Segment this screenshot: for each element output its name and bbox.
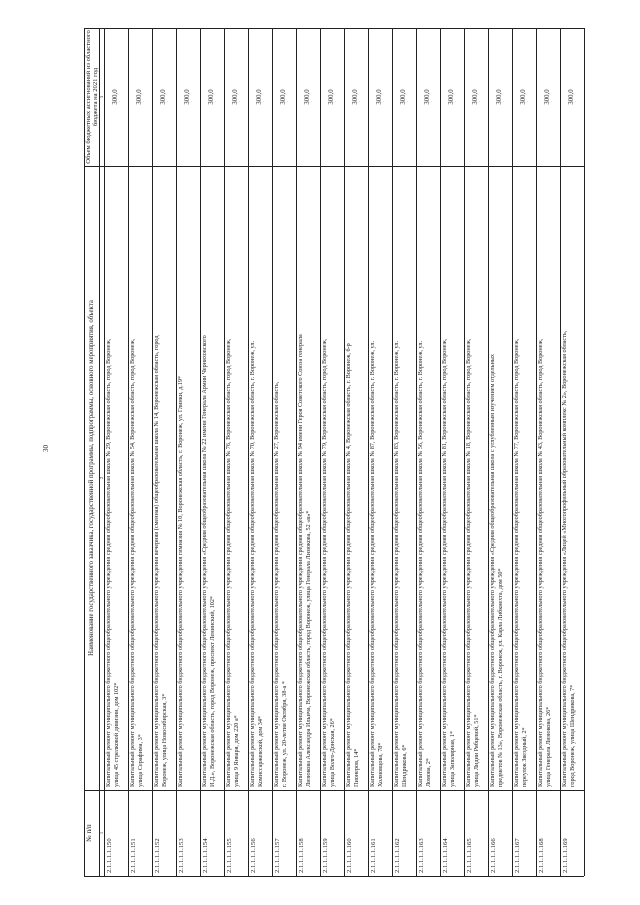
row-name-line2: Пионеров, 14* (352, 748, 360, 787)
row-name-line1: Капитальный ремонт муниципального бюджетного общеобразовательного учреждения средняя общеобразовательная школа № 18, Воронежская область, город Воронеж, (465, 338, 472, 787)
row-name-line2: улица Лидии Рябцевой, 51* (472, 714, 480, 787)
row-number: 2.1.1.1.1.154 (202, 838, 209, 873)
row-number: 2.1.1.1.1.155 (226, 838, 233, 873)
row-name-line1: Капитальный ремонт муниципального бюджетного общеобразовательного учреждения средняя общеобразовательная школа № 83, Воронежская область, г. Воронеж, ул. (393, 340, 400, 787)
row-name-line2: Комиссаржевской, дом 34* (256, 715, 264, 787)
row-amount: 300,0 (184, 89, 191, 105)
header-amount: Объем бюджетных ассигнований из областного бюджета на 2021 год (84, 30, 99, 164)
row-number: 2.1.1.1.1.151 (130, 838, 137, 873)
row-name-line1: Капитальный ремонт муниципального бюджетного общеобразовательного учреждения средняя общеобразовательная школа № 81, Воронежская область, город Воронеж, (441, 338, 448, 787)
row-number: 2.1.1.1.1.152 (154, 838, 161, 873)
page-number: 30 (42, 445, 50, 452)
row-number: 2.1.1.1.1.160 (346, 838, 353, 873)
row-amount: 300,0 (352, 89, 359, 105)
row-name-line1: Капитальный ремонт муниципального бюджетного общеобразовательного учреждения вечерняя (сменная) общеобразовательная школа № 14, Воронежская область, город (153, 335, 160, 787)
row-number: 2.1.1.1.1.153 (178, 838, 185, 873)
header-number: № п/п (86, 824, 93, 842)
row-name-line2: г. Воронеж, ул. 20-летия Октября, 38-а * (280, 681, 288, 787)
row-number: 2.1.1.1.1.168 (538, 838, 545, 873)
row-number: 2.1.1.1.1.164 (442, 838, 449, 873)
row-name-line2: Лизюкова Александра Ильича, Воронежская область, город Воронеж, улица Генерала Лизюкова, 52 «в»* (304, 510, 312, 787)
header-index-2: 2 (99, 476, 104, 480)
row-number: 2.1.1.1.1.169 (562, 838, 569, 873)
row-number: 2.1.1.1.1.165 (466, 838, 473, 873)
row-name-line2: улица Серафима, 3* (136, 734, 144, 787)
row-number: 2.1.1.1.1.158 (298, 838, 305, 873)
row-amount: 300,0 (160, 89, 167, 105)
row-amount: 300,0 (496, 89, 503, 105)
row-amount: 300,0 (232, 89, 239, 105)
row-number: 2.1.1.1.1.156 (250, 838, 257, 873)
row-name-line1: Капитальный ремонт муниципального бюджетного общеобразовательного учреждения средняя общеобразовательная школа № 70, Воронежская область, г. Воронеж, ул. (249, 340, 256, 787)
row-name-line1: Капитальный ремонт муниципального бюджетного общеобразовательного учреждения средняя общеобразовательная школа № 4, Воронежская область, г. Воронеж, б-р (345, 343, 352, 787)
row-border-22 (584, 28, 585, 876)
row-amount: 300,0 (448, 89, 455, 105)
row-name-line2: переулок Звездный, 2* (520, 727, 528, 787)
row-name-line2: улица Заполярная, 1* (448, 730, 456, 787)
row-number: 2.1.1.1.1.157 (274, 838, 281, 873)
header-index-1: 1 (99, 831, 104, 835)
row-amount: 300,0 (328, 89, 335, 105)
row-name-line1: Капитальный ремонт муниципального бюджетного общеобразовательного учреждения средняя общеобразовательная школа № 79, Воронежская область, город Воронеж, (321, 338, 328, 787)
column-border-3 (84, 876, 584, 877)
column-border-0 (84, 28, 584, 29)
row-name-line1: Капитальный ремонт муниципального бюджетного общеобразовательного учреждения средняя общеобразовательная школа № 43, Воронежская область, город Воронеж, (537, 338, 544, 787)
row-amount: 300,0 (376, 89, 383, 105)
row-number: 2.1.1.1.1.162 (394, 838, 401, 873)
row-name-line1: Капитальный ремонт муниципального бюджетного общеобразовательного учреждения средняя общеобразовательная школа № 56, Воронежская область, г. Воронеж, ул. (417, 340, 424, 787)
column-border-1 (84, 166, 584, 167)
column-border-2 (84, 790, 584, 791)
row-number: 2.1.1.1.1.166 (490, 838, 497, 873)
header-index-3: 3 (99, 95, 104, 99)
row-name-line2: Воронеж, улица Новосибирская, 3* (160, 693, 168, 787)
row-name-line2: Шендрикова, 6* (400, 744, 408, 787)
row-name-line1: Капитальный ремонт муниципального бюджетного общеобразовательного учреждения «Средняя общеобразовательная школа с углубленным изучением отдельных (489, 353, 496, 787)
row-name-line2: город Воронеж, улица Шендрикова, 7* (568, 684, 576, 787)
row-name-line1: Капитальный ремонт муниципального бюджетного общеобразовательного учреждения «Лицей «Многопрофильный образовательный комплекс № 2», Воронежская область, (561, 330, 568, 787)
row-amount: 300,0 (136, 89, 143, 105)
row-name-line1: Капитальный ремонт муниципального бюджетного общеобразовательного учреждения средняя общеобразовательная школа № 87, Воронежская область, г. Воронеж, ул. (369, 340, 376, 787)
row-name-line1: Капитальный ремонт муниципального бюджетного общеобразовательного учреждения средняя общеобразовательная школа № 29, Воронежская область, город Воронеж, (105, 338, 112, 787)
row-number: 2.1.1.1.1.150 (106, 838, 113, 873)
row-name-line1: Капитальный ремонт муниципального бюджетного общеобразовательного учреждения средняя общеобразовательная школа № 76, Воронежская область, город Воронеж, (225, 338, 232, 787)
row-name-line2: Ломова, 2* (424, 758, 432, 787)
row-name-line2: улица 45 стрелковой дивизии, дом 102* (112, 682, 120, 787)
row-name-line1: Капитальный ремонт муниципального бюджетного общеобразовательного учреждения средняя общеобразовательная школа № 77, Воронежская область, город Воронеж, (513, 338, 520, 787)
row-number: 2.1.1.1.1.163 (418, 838, 425, 873)
row-number: 2.1.1.1.1.167 (514, 838, 521, 873)
row-amount: 300,0 (544, 89, 551, 105)
row-name-line2: улица Волго-Донская, 26* (328, 718, 336, 787)
row-number: 2.1.1.1.1.161 (370, 838, 377, 873)
row-amount: 300,0 (472, 89, 479, 105)
row-name-line1: Капитальный ремонт муниципального бюджетного общеобразовательного учреждения гимназия № 10, Воронежская область, г. Воронеж, ул. Глинки, д.19* (177, 375, 184, 787)
row-amount: 300,0 (400, 89, 407, 105)
row-name-line1: Капитальный ремонт муниципального бюджетного общеобразовательного учреждения «Средняя общеобразовательная школа № 22 имени Генерала Армии Черняховского (201, 335, 208, 787)
row-amount: 300,0 (304, 89, 311, 105)
row-name-line2: Холмовцова, 78* (376, 742, 384, 787)
row-amount: 300,0 (424, 89, 431, 105)
row-number: 2.1.1.1.1.159 (322, 838, 329, 873)
row-name-line2: И.Д.», Воронежская область, город Воронеж, проспект Ленинский, 102* (208, 595, 216, 787)
row-amount: 300,0 (280, 89, 287, 105)
row-name-line1: Капитальный ремонт муниципального бюджетного общеобразовательного учреждения средняя общеобразовательная школа № 94 имени Героя Советского Союза генерала (297, 334, 304, 787)
header-name: Наименование государственного заказчика, государственной программы, подпрограммы, основного мероприятия, объекта (88, 300, 95, 656)
row-name-line1: Капитальный ремонт муниципального бюджетного общеобразовательного учреждения средняя общеобразовательная школа № 54, Воронежская область, город Воронеж, (129, 338, 136, 787)
row-name-line2: улица 9 Января, дом 220 а* (232, 715, 240, 787)
row-amount: 300,0 (568, 89, 575, 105)
row-amount: 300,0 (256, 89, 263, 105)
row-amount: 300,0 (520, 89, 527, 105)
row-amount: 300,0 (112, 89, 119, 105)
row-name-line1: Капитальный ремонт муниципального бюджетного общеобразовательного учреждения средняя общеобразовательная школа № 27, Воронежская область, (273, 381, 280, 787)
row-name-line2: улица Генерала Лизюкова, 26* (544, 706, 552, 787)
row-name-line2: предметов № 13», Воронежская область, г. Воронеж, ул. Карла Либкнехта, дом 50* (496, 568, 504, 787)
row-amount: 300,0 (208, 89, 215, 105)
